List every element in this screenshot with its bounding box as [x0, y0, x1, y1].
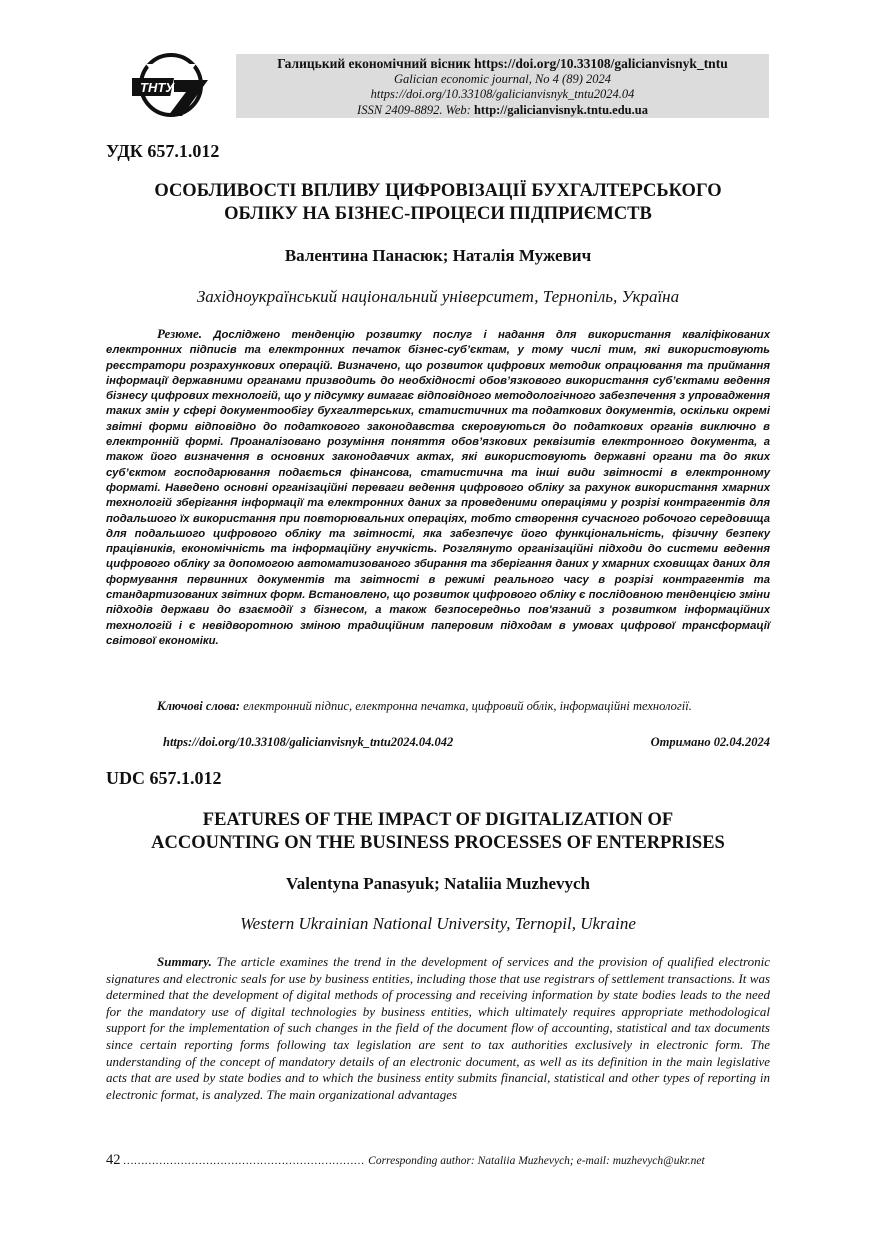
abstract-uk-text: Досліджено тенденцію розвитку послуг і надання для використання кваліфікованих електронних підписів та електронних печаток бізнес-суб’єктам, у тому числі тим, які використовують реєстратори розрахункових операцій. Визначено, що розвиток цифрових методик опрацювання та приймання інформації державними органами призводить до необхідності обов’язкового використання суб’єктами ведення бізнесу цифрових технологій, що у підсумку вимагає відповідного методологічного забезпечення з упровадження таких змін у сфері документообігу бухгалтерських, статистичних та податкових документів, оскільки окремі звітні форми відповідно до податкового законодавства скеровуються до податкових органів виключно в електронній формі. Проаналізовано розуміння поняття обов’язкових реквізитів електронного документа, а також його визначення в основних законодавчих актах, які використовують державні органи та до яких суб’єктом господарювання подається фінансова, статистична та інші види звітності в електронному форматі. Наведено основні організаційні переваги ведення цифрового обліку за рахунок використання хмарних технологій зберігання інформації та електронних даних за проведеними операціями у розрізі контрагентів для подальшого їх використання при повторювальних операціях, тобто створення сучасного робочого середовища для подальшого цифрового обліку та звітності, яка забезпечує його функціональність, фізичну безпеку працівників, економічність та інформаційну гнучкість. Розглянуто організаційні підходи до системи ведення цифрового обліку за допомогою автоматизованого збирання та зберігання даних у хмарних сховищах даних для формування первинних документів та звітності в режимі реального часу в розрізі контрагентів та стандартизованих звітних форм. Встановлено, що розвиток цифрового обліку є послідовною тенденцією зміни підходів держави до взаємодії з бізнесом, а також безпосередньо пов'язаний з розвитком інформаційних технологій і є невідворотною зміною традиційним паперовим підходам в умовах цифрової трансформації світової економіки.: [106, 329, 770, 647]
corresponding-author: Corresponding author: Nataliia Muzhevych; e-mail: muzhevych@ukr.net: [368, 1155, 705, 1167]
authors-en: Valentyna Panasyuk; Nataliia Muzhevych: [286, 874, 590, 893]
keywords-label: Ключові слова:: [157, 699, 240, 713]
header-line-issue: Galician economic journal, No 4 (89) 2024: [394, 71, 611, 86]
summary-label: Summary.: [157, 954, 212, 969]
article-title-en: [106, 809, 770, 855]
title-uk-line2: ОБЛІКУ НА БІЗНЕС-ПРОЦЕСИ ПІДПРИЄМСТВ: [224, 204, 652, 224]
udk-code: УДК 657.1.012: [106, 141, 220, 161]
issn-text: ISSN 2409-8892. Web:: [357, 102, 474, 117]
doi-row: [163, 735, 770, 750]
page-footer: [106, 1152, 770, 1169]
footer-dots: ………………….……….……….……….……………: [123, 1155, 366, 1167]
journal-logo: [132, 50, 210, 120]
keywords-uk: [157, 699, 770, 714]
article-title-uk: [106, 180, 770, 226]
abstract-uk-label: Резюме.: [157, 326, 203, 341]
affiliation-en: Western Ukrainian National University, Ternopil, Ukraine: [240, 914, 636, 933]
affiliation-uk: Західноукраїнський національний університет, Тернопіль, Україна: [196, 287, 680, 306]
keywords-text: електронний підпис, електронна печатка, цифровий облік, інформаційні технології.: [239, 699, 692, 713]
abstract-uk: [106, 326, 770, 649]
title-en-line2: ACCOUNTING ON THE BUSINESS PROCESSES OF ENTERPRISES: [151, 833, 725, 853]
udc-code: UDC 657.1.012: [106, 768, 222, 788]
authors-uk: Валентина Панасюк; Наталія Мужевич: [284, 246, 592, 265]
header-line-journal: Галицький економічний вісник https://doi.org/10.33108/galicianvisnyk_tntu: [277, 56, 728, 71]
header-line-issn: [236, 103, 769, 119]
web-link[interactable]: http://galicianvisnyk.tntu.edu.ua: [473, 102, 648, 117]
summary-text: The article examines the trend in the development of services and the provision of qualified electronic signatures and electronic seals for use by business entities, including those that use registrars of settlement transactions. It was determined that the development of digital methods of processing and receiving information by state bodies leads to the need for the mandatory use of digital technologies by business entities, which ultimately requires appropriate methodological support for the implementation of such changes in the field of the document flow of accounting, statistical and tax documents since certain reporting forms following tax legislation are sent to tax authorities exclusively in electronic form. The understanding of the concept of mandatory details of an electronic document, as well as its definition in the main legislative acts that are used by state bodies and to which the business entity submits financial, statistical and other types of reporting in electronic format, is analyzed. The main organizational advantages: [106, 954, 770, 1102]
title-uk-line1: ОСОБЛИВОСТІ ВПЛИВУ ЦИФРОВІЗАЦІЇ БУХГАЛТЕРСЬКОГО: [154, 181, 722, 201]
logo-text: ТНТУ: [140, 80, 175, 95]
header-line-doi: https://doi.org/10.33108/galicianvisnyk_tntu2024.04: [370, 87, 635, 101]
journal-header: [236, 54, 769, 118]
received-date: Отримано 02.04.2024: [650, 735, 770, 749]
title-en-line1: FEATURES OF THE IMPACT OF DIGITALIZATION OF: [202, 810, 674, 830]
page-number: 42: [106, 1152, 121, 1168]
summary-en: [106, 954, 770, 1103]
article-doi-link[interactable]: https://doi.org/10.33108/galicianvisnyk_tntu2024.04.042: [163, 735, 454, 749]
